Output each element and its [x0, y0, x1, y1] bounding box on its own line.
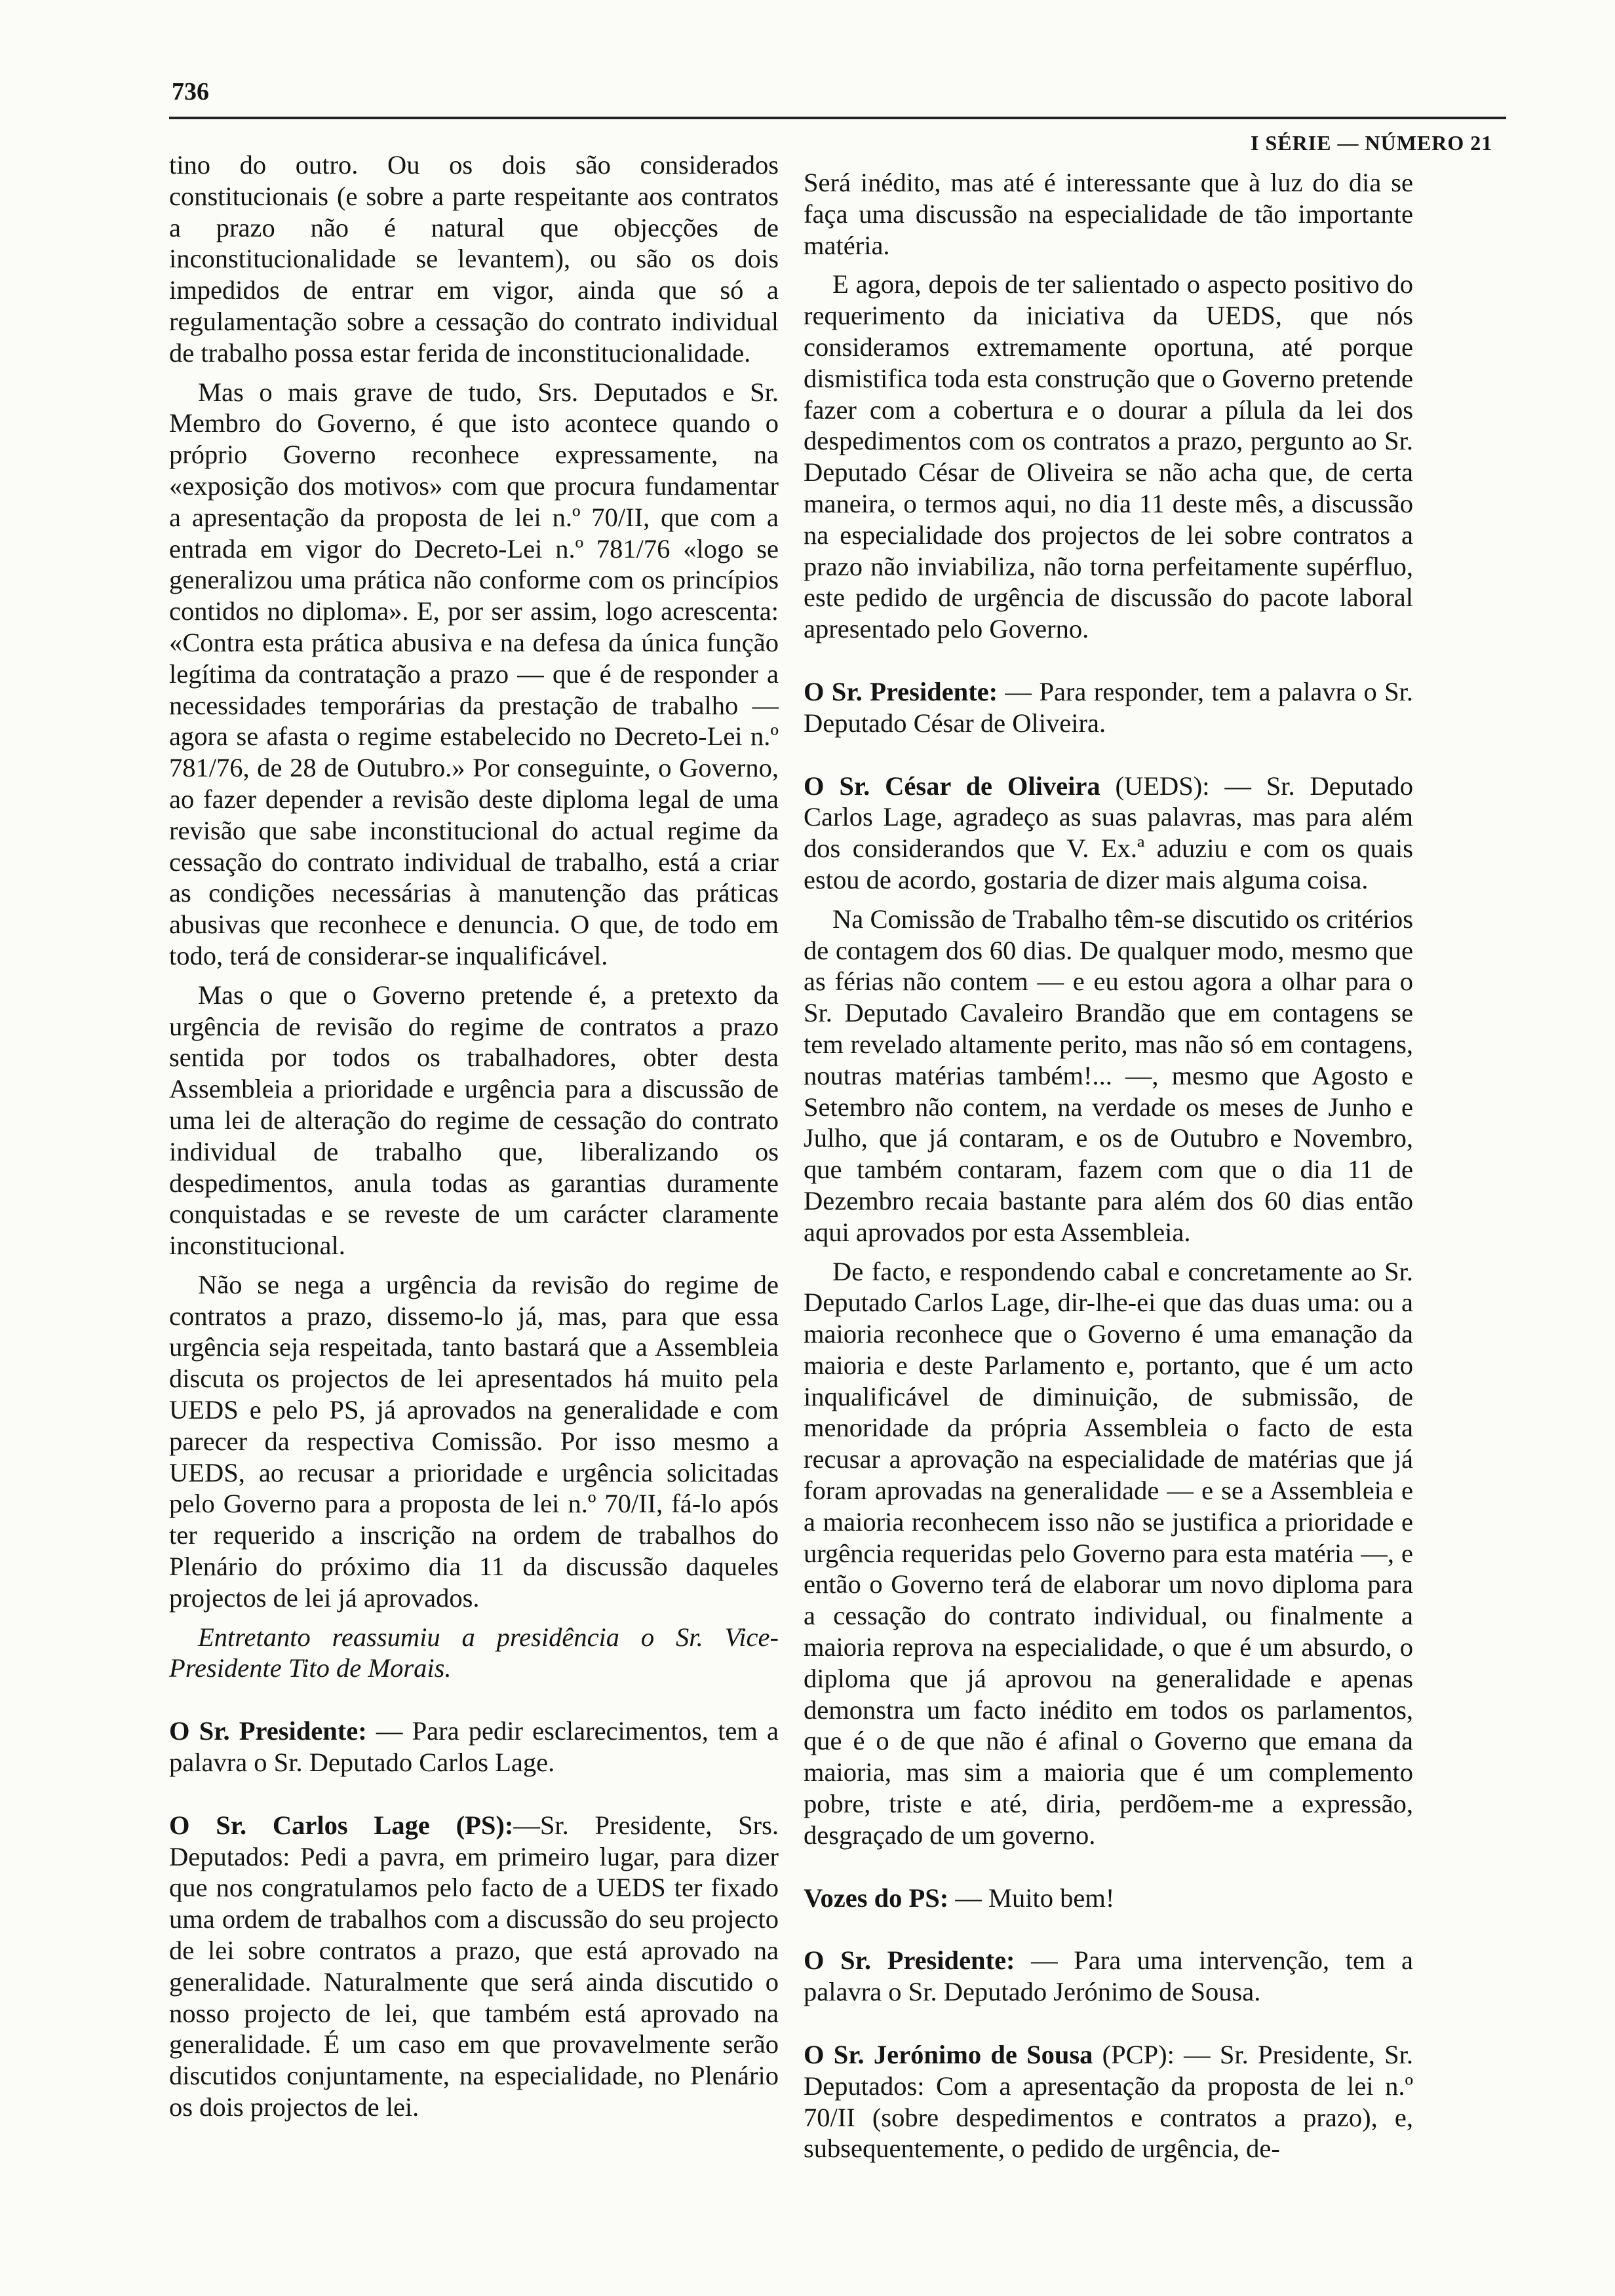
speaker-name: O Sr. Carlos Lage (PS):	[169, 1810, 514, 1840]
paragraph: Mas o que o Governo pretende é, a pretexto da urgência de revisão do regime de contratos a prazo sentida por todos os trabalhadores, obter desta Assembleia a prioridade e urgência para a discussão de uma lei de alteração do regime de cessação do contrato individual de trabalho que, liberalizando os despedimentos, anula todas as garantias duramente conquistadas e se reveste de um carácter claramente inconstitucional.	[169, 980, 779, 1261]
speech	[169, 1715, 779, 1778]
speech-text: — Para responder, tem a palavra o Sr. Deputado César de Oliveira.	[804, 676, 1413, 738]
speech-text: — Muito bem!	[948, 1883, 1115, 1913]
speaker-name: O Sr. César de Oliveira	[804, 771, 1100, 801]
speech	[169, 1810, 779, 2123]
series-label: I SÉRIE — NÚMERO 21	[1251, 131, 1493, 155]
paragraph: De facto, e respondendo cabal e concretamente ao Sr. Deputado Carlos Lage, dir-lhe-ei que das duas uma: ou a maioria reconhece que o Governo é uma emanação da maioria e deste Parlamento e, portanto, que é um acto inqualificável de diminuição, de submissão, de menoridade da própria Assembleia o facto de esta recusar a aprovação na especialidade de matérias que já foram aprovadas na generalidade — e se a Assembleia e a maioria reconhecem isso não se justifica a prioridade e urgência requeridas pelo Governo para esta matéria —, e então o Governo terá de elaborar um novo diploma para a cessação do contrato individual, ou finalmente a maioria reprova na especialidade, o que é um absurdo, o diploma que já aprovou na generalidade e apenas demonstra um facto inédito em todos os parlamentos, que é o de que não é afinal o Governo que emana da maioria, mas sim a maioria que é um complemento pobre, triste e até, diria, perdõem-me a expressão, desgraçado de um governo.	[804, 1256, 1413, 1850]
paragraph: tino do outro. Ou os dois são considerados constitucionais (e sobre a parte respeitante aos contratos a prazo não é natural que objecções de inconstitucionalidade se levantem), ou são os dois impedidos de entrar em vigor, ainda que só a regulamentação sobre a cessação do contrato individual de trabalho possa estar ferida de inconstitucionalidade.	[169, 150, 779, 368]
paragraph: Na Comissão de Trabalho têm-se discutido os critérios de contagem dos 60 dias. De qualquer modo, mesmo que as férias não contem — e eu estou agora a olhar para o Sr. Deputado Cavaleiro Brandão que em contagens se tem revelado altamente perito, mas não só em contagens, noutras matérias também!... —, mesmo que Agosto e Setembro não contem, na verdade os meses de Junho e Julho, que já contaram, e os de Outubro e Novembro, que também contaram, fazem com que o dia 11 de Dezembro recaia bastante para além dos 60 dias então aqui aprovados por esta Assembleia.	[804, 904, 1413, 1247]
paragraph: Não se nega a urgência da revisão do regime de contratos a prazo, dissemo-lo já, mas, para que essa urgência seja respeitada, tanto bastará que a Assembleia discuta os projectos de lei apresentados há muito pela UEDS e pelo PS, já aprovados na generalidade e com parecer da respectiva Comissão. Por isso mesmo a UEDS, ao recusar a prioridade e urgência solicitadas pelo Governo para a proposta de lei n.º 70/II, fá-lo após ter requerido a inscrição na ordem de trabalhos do Plenário do próximo dia 11 da discussão daqueles projectos de lei já aprovados.	[169, 1269, 779, 1613]
speech-text: (UEDS): — Sr. Deputado Carlos Lage, agradeço as suas palavras, mas para além dos considerandos que V. Ex.ª aduziu e com os quais estou de acordo, gostaria de dizer mais alguma coisa.	[804, 771, 1413, 894]
speaker-name: O Sr. Presidente:	[169, 1716, 367, 1746]
speech	[804, 676, 1413, 739]
paragraph: Será inédito, mas até é interessante que à luz do dia se faça uma discussão na especialidade de tão importante matéria.	[804, 168, 1413, 260]
right-column	[804, 167, 1413, 2164]
speaker-name: O Sr. Jerónimo de Sousa	[804, 2040, 1093, 2070]
speech-text: — Para uma intervenção, tem a palavra o Sr. Deputado Jerónimo de Sousa.	[804, 1945, 1414, 2007]
speech-text: —Sr. Presidente, Srs. Deputados: Pedi a pavra, em primeiro lugar, para dizer que nos congratulamos pelo facto de a UEDS ter fixado uma ordem de trabalhos com a discussão do seu projecto de lei sobre contratos a prazo, que está aprovado na generalidade. Naturalmente que será ainda discutido o nosso projecto de lei, que também está aprovado na generalidade. É um caso em que provavelmente serão discutidos conjuntamente, na especialidade, no Plenário os dois projectos de lei.	[169, 1810, 779, 2122]
paragraph: E agora, depois de ter salientado o aspecto positivo do requerimento da iniciativa da UEDS, que nós consideramos extremamente oportuna, até porque dismistifica toda esta construção que o Governo pretende fazer com a cobertura e o dourar a pílula da lei dos despedimentos com os contratos a prazo, pergunto ao Sr. Deputado César de Oliveira se não acha que, de certa maneira, o termos aqui, no dia 11 deste mês, a discussão na especialidade dos projectos de lei sobre contratos a prazo não inviabiliza, não torna perfeitamente supérfluo, este pedido de urgência de discussão do pacote laboral apresentado pelo Governo.	[804, 269, 1413, 644]
stage-direction: Entretanto reassumiu a presidência o Sr. Vice-Presidente Tito de Morais.	[169, 1622, 779, 1683]
speaker-name: Vozes do PS:	[804, 1883, 949, 1913]
speech	[804, 1945, 1413, 2008]
paragraph: Mas o mais grave de tudo, Srs. Deputados e Sr. Membro do Governo, é que isto acontece quando o próprio Governo reconhece expressamente, na «exposição dos motivos» com que procura fundamentar a apresentação da proposta de lei n.º 70/II, que com a entrada em vigor do Decreto-Lei n.º 781/76 «logo se generalizou uma prática não conforme com os princípios contidos no diploma». E, por ser assim, logo acrescenta: «Contra esta prática abusiva e na defesa da única função legítima da contratação a prazo — que é de responder a necessidades temporárias da prestação de trabalho — agora se afasta o regime estabelecido no Decreto-Lei n.º 781/76, de 28 de Outubro.» Por conseguinte, o Governo, ao fazer depender a revisão deste diploma legal de uma revisão que sabe inconstitucional do actual regime da cessação do contrato individual de trabalho, está a criar as condições necessárias à manutenção das práticas abusivas que reconhece e denuncia. O que, de todo em todo, terá de considerar-se inqualificável.	[169, 377, 779, 970]
speech-text: — Para pedir esclarecimentos, tem a palavra o Sr. Deputado Carlos Lage.	[169, 1716, 779, 1778]
left-column	[169, 149, 779, 2123]
header-rule	[169, 117, 1506, 119]
page-number: 736	[172, 78, 209, 105]
speaker-name: O Sr. Presidente:	[804, 676, 998, 706]
speech	[804, 1883, 1413, 1914]
speech	[804, 771, 1413, 896]
speech-text: (PCP): — Sr. Presidente, Sr. Deputados: Com a apresentação da proposta de lei n.º 70/II (sobre despedimentos e contratos a prazo), e, subsequentemente, o pedido de urgência, de-	[804, 2040, 1413, 2164]
speaker-name: O Sr. Presidente:	[804, 1945, 1015, 1976]
speech	[804, 2039, 1413, 2164]
